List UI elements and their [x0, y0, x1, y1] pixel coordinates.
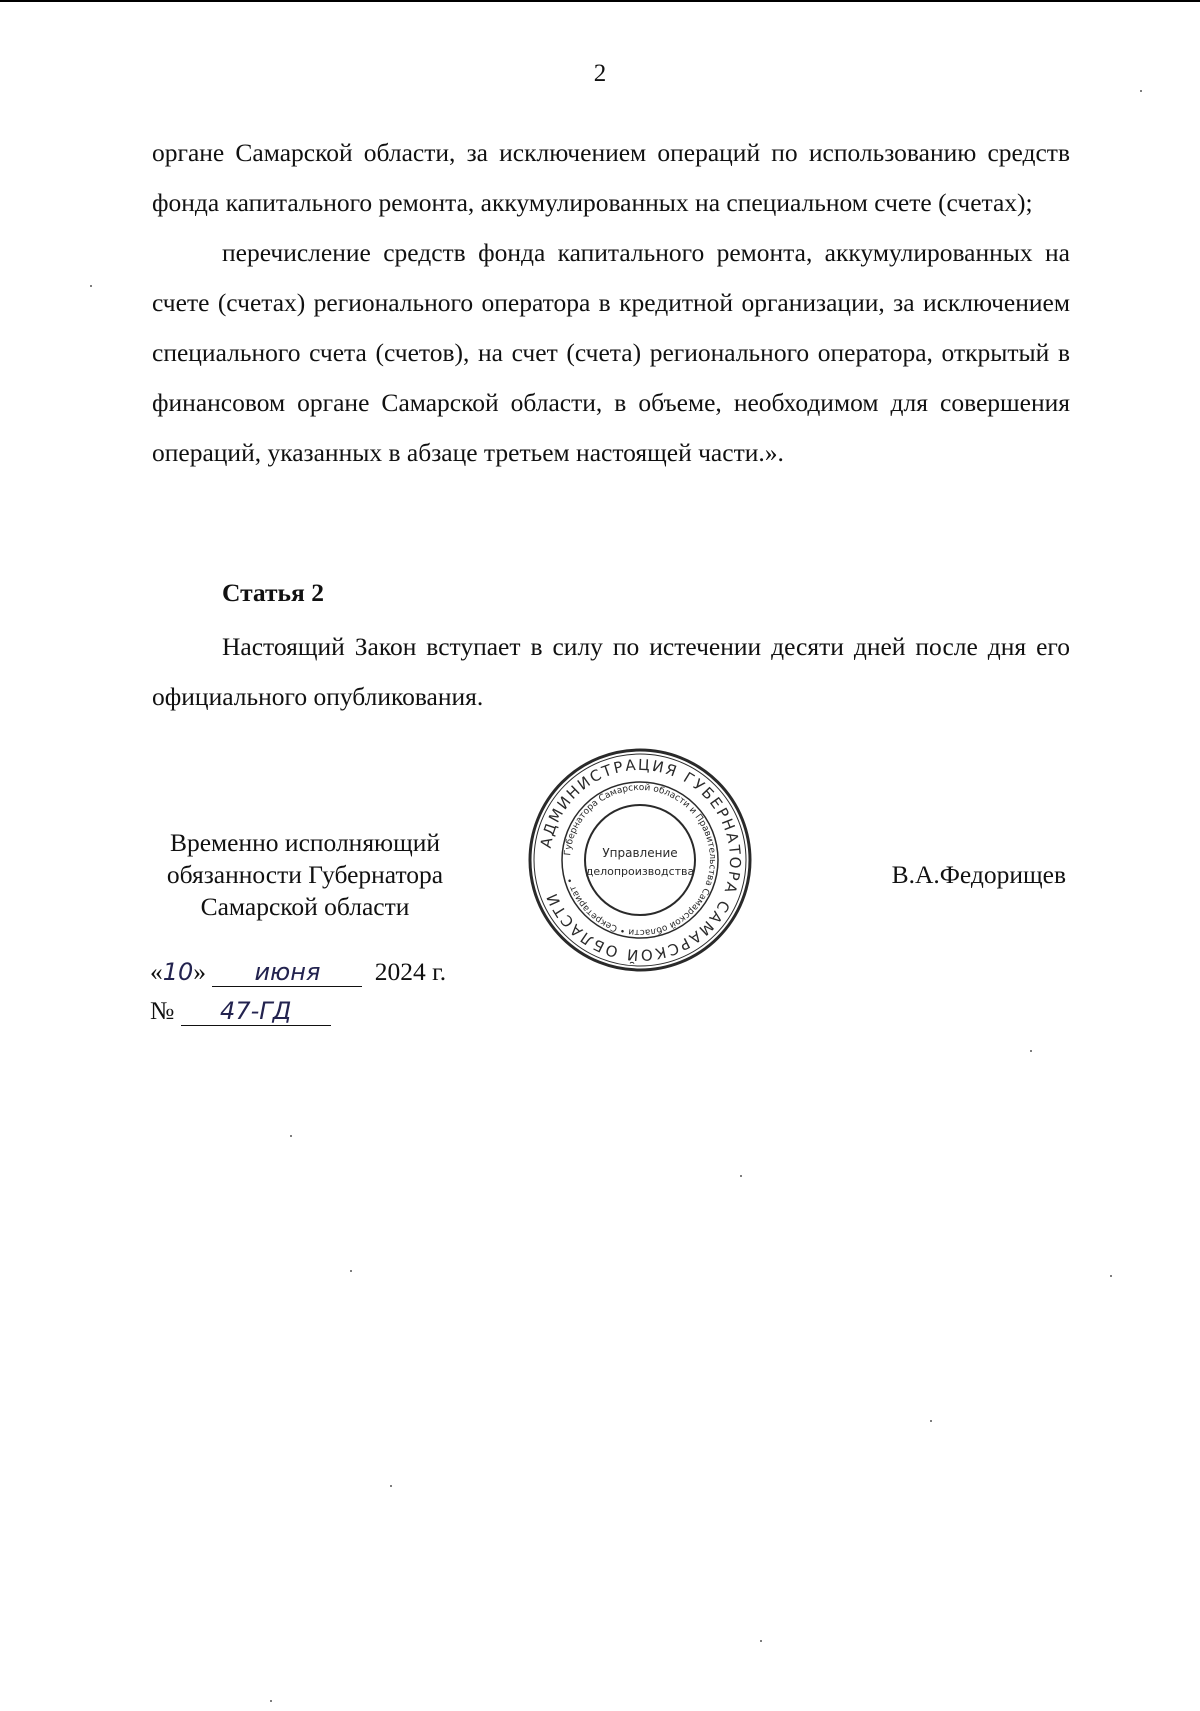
paragraph-transfer-funds: перечисление средств фонда капитального ремонта, аккумулированных на счете (счетах) регионального оператора в кредитной организации, за исключением специального счета (счетов), на счет (счета) регионального оператора, открытый в финансовом органе Самарской области, в объеме, необходимом для совершения операций, указанных в абзаце третьем настоящей части.».: [152, 238, 1070, 467]
scan-speck: [350, 1270, 352, 1272]
continued-paragraphs: [152, 128, 1070, 478]
scan-speck: [290, 1135, 292, 1137]
date-day-handwritten: 10: [162, 958, 194, 986]
paragraph-continuation: органе Самарской области, за исключением операций по использованию средств фонда капитального ремонта, аккумулированных на специальном счете (счетах);: [152, 138, 1070, 217]
scan-speck: [930, 1420, 932, 1422]
scan-speck: [270, 1700, 272, 1702]
scan-speck: [1110, 1275, 1112, 1277]
scan-speck: [740, 1175, 742, 1177]
date-month-handwritten: июня: [212, 958, 362, 987]
article-text: Настоящий Закон вступает в силу по истечении десяти дней после дня его официального опубликования.: [152, 632, 1070, 711]
date-year: 2024 г.: [374, 957, 447, 986]
signer-title-line: обязанности Губернатора: [166, 860, 444, 889]
signer-title: [140, 827, 470, 923]
scan-speck: [760, 1640, 762, 1642]
article-body: [152, 622, 1070, 722]
signer-name: В.А.Федорищев: [891, 860, 1066, 889]
scan-speck: [90, 285, 92, 287]
article-heading: Статья 2: [222, 578, 324, 607]
date-close-quote: »: [193, 957, 207, 986]
official-seal-stamp: [525, 745, 755, 975]
seal-center-line1: Управление: [602, 846, 678, 860]
signing-date: [150, 957, 446, 987]
scan-speck: [1140, 90, 1142, 92]
scan-speck: [390, 1485, 392, 1487]
signer-title-line: Временно исполняющий: [169, 828, 441, 857]
law-number: [150, 996, 331, 1026]
signer-title-line: Самарской области: [200, 892, 410, 921]
number-handwritten: 47-ГД: [181, 997, 331, 1026]
page-number: 2: [593, 60, 607, 87]
date-open-quote: «: [150, 957, 163, 986]
seal-inner-ring: [585, 805, 695, 915]
seal-center-line2: делопроизводства: [585, 865, 695, 878]
seal-inner-text: Губернатора Самарской области и Правительства Самарской области • Секретариат •: [563, 782, 718, 938]
seal-outer-text: АДМИНИСТРАЦИЯ ГУБЕРНАТОРА САМАРСКОЙ ОБЛАСТИ: [536, 755, 745, 965]
top-scan-edge: [0, 0, 1200, 2]
scan-speck: [1030, 1050, 1032, 1052]
number-sign: №: [150, 996, 175, 1025]
